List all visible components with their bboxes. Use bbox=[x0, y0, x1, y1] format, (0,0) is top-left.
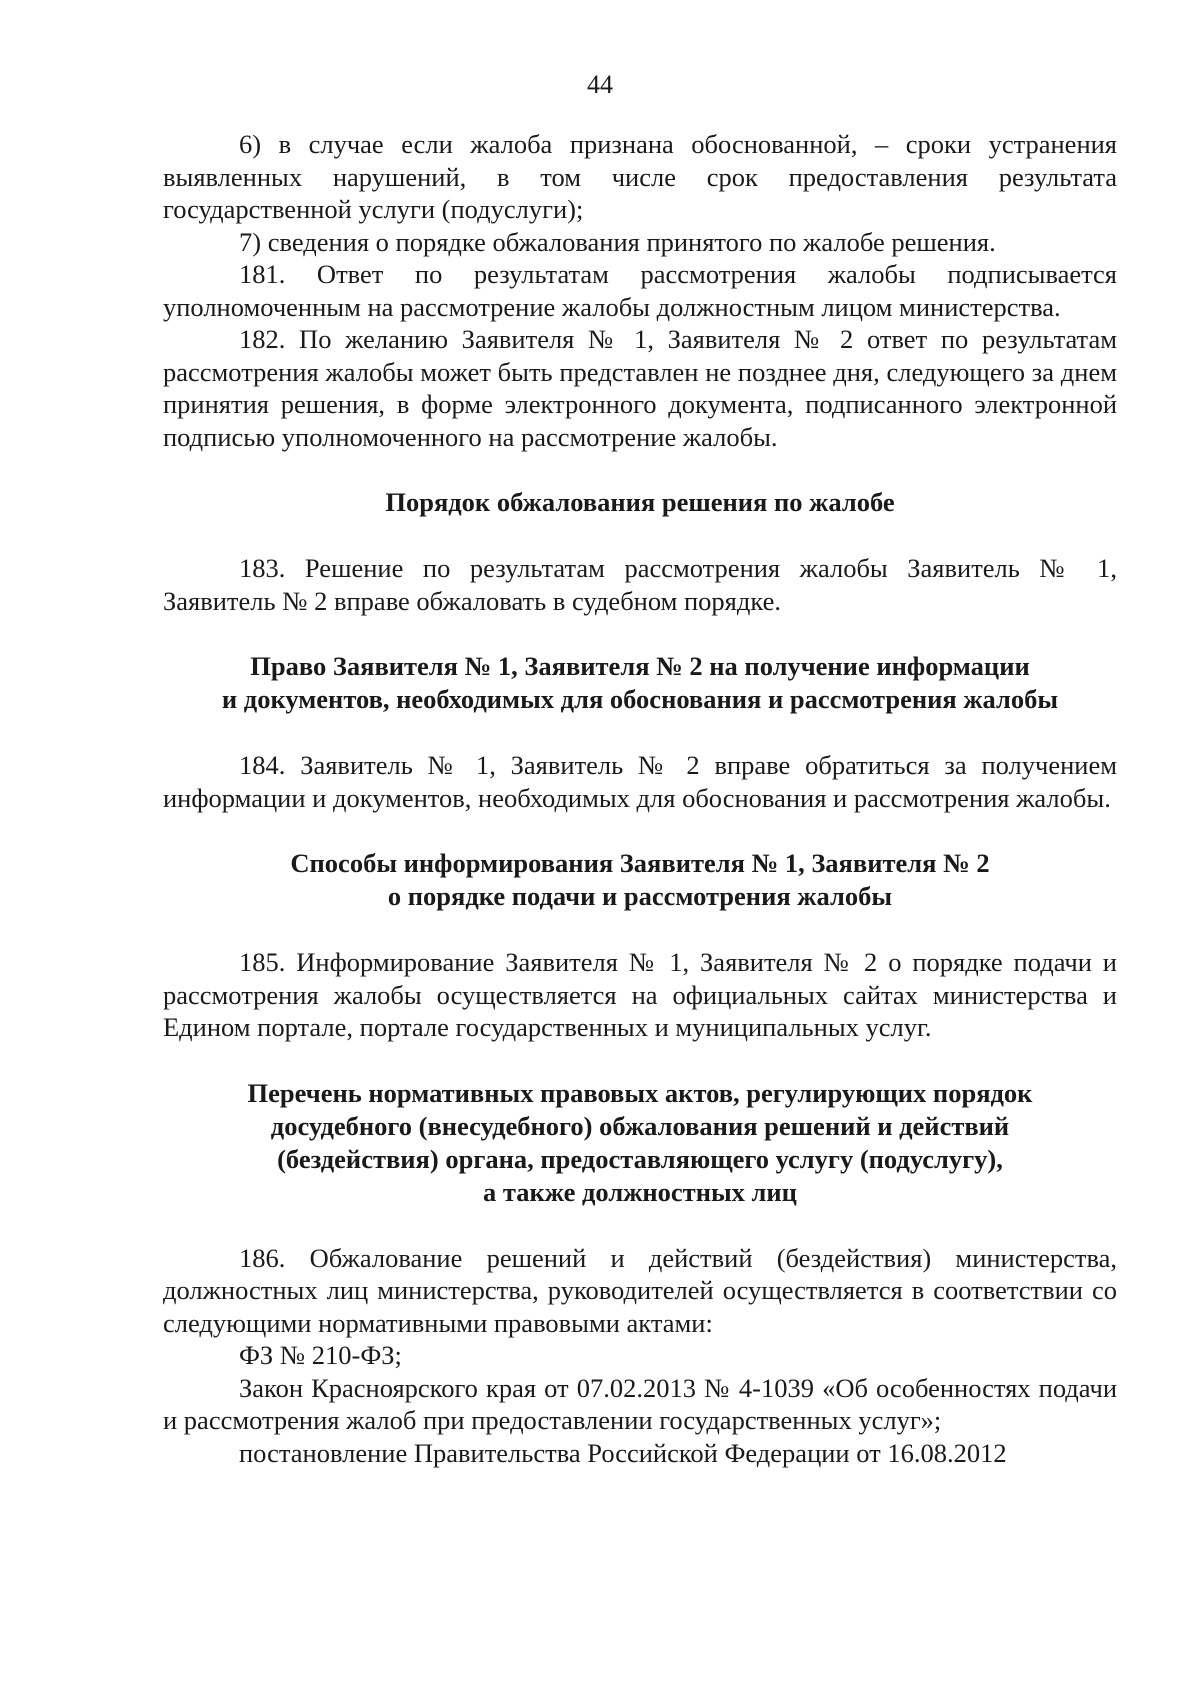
paragraph-krasnoyarsk-law: Закон Красноярского края от 07.02.2013 № 4-1039 «Об особенностях подачи и рассмотрения жалоб при предоставлении государственных услуг»; bbox=[163, 1372, 1117, 1435]
spacer bbox=[163, 519, 1117, 552]
paragraph-185: 185. Информирование Заявителя № 1, Заявителя № 2 о порядке подачи и рассмотрения жалобы осуществляется на официальных сайтах министерства и Едином портале, портале государственных и муниципальных услуг. bbox=[163, 947, 1117, 1042]
section-heading-legal-acts-list bbox=[163, 1077, 1117, 1209]
spacer bbox=[163, 617, 1117, 650]
paragraph-government-resolution: постановление Правительства Российской Федерации от 16.08.2012 bbox=[239, 1437, 1007, 1468]
paragraph-item-6: 6) в случае если жалоба признана обоснованной, – сроки устранения выявленных нарушений, в том числе срок предоставления результата государственной услуги (подуслуги); bbox=[163, 129, 1117, 224]
spacer bbox=[163, 913, 1117, 946]
paragraph-federal-law: ФЗ № 210-ФЗ; bbox=[239, 1340, 402, 1370]
spacer bbox=[163, 716, 1117, 749]
spacer bbox=[163, 453, 1117, 486]
heading-line: Способы информирования Заявителя № 1, Заявителя № 2 bbox=[290, 848, 990, 878]
spacer bbox=[163, 814, 1117, 847]
heading-line: Право Заявителя № 1, Заявителя № 2 на получение информации bbox=[250, 651, 1030, 681]
section-heading-right-to-information bbox=[163, 650, 1117, 716]
section-heading-appeal-order: Порядок обжалования решения по жалобе bbox=[385, 487, 895, 517]
page-number: 44 bbox=[587, 70, 613, 99]
heading-line: о порядке подачи и рассмотрения жалобы bbox=[387, 881, 893, 911]
paragraph-186: 186. Обжалование решений и действий (бездействия) министерства, должностных лиц министерства, руководителей осуществляется в соответствии со следующими нормативными правовыми актами: bbox=[163, 1242, 1117, 1338]
spacer bbox=[163, 1209, 1117, 1242]
section-heading-informing-methods bbox=[163, 847, 1117, 913]
heading-line: Перечень нормативных правовых актов, регулирующих порядок bbox=[247, 1077, 1033, 1108]
spacer bbox=[163, 1044, 1117, 1077]
paragraph-item-7: 7) сведения о порядке обжалования принятого по жалобе решения. bbox=[239, 226, 996, 257]
heading-line: а также должностных лиц bbox=[483, 1176, 797, 1207]
document-body bbox=[163, 128, 1117, 1469]
paragraph-181: 181. Ответ по результатам рассмотрения жалобы подписывается уполномоченным на рассмотрение жалобы должностным лицом министерства. bbox=[163, 259, 1117, 322]
heading-line: досудебного (внесудебного) обжалования решений и действий bbox=[270, 1110, 1010, 1141]
paragraph-183: 183. Решение по результатам рассмотрения жалобы Заявитель № 1, Заявитель № 2 вправе обжаловать в судебном порядке. bbox=[163, 553, 1117, 616]
paragraph-182: 182. По желанию Заявителя № 1, Заявителя № 2 ответ по результатам рассмотрения жалобы может быть представлен не позднее дня, следующего за днем принятия решения, в форме электронного документа, подписанного электронной подписью уполномоченного на рассмотрение жалобы. bbox=[163, 324, 1117, 452]
heading-line: и документов, необходимых для обоснования и рассмотрения жалобы bbox=[221, 684, 1059, 714]
paragraph-184: 184. Заявитель № 1, Заявитель № 2 вправе обратиться за получением информации и документов, необходимых для обоснования и рассмотрения жалобы. bbox=[163, 750, 1117, 813]
heading-line: (бездействия) органа, предоставляющего услугу (подуслугу), bbox=[277, 1143, 1003, 1174]
